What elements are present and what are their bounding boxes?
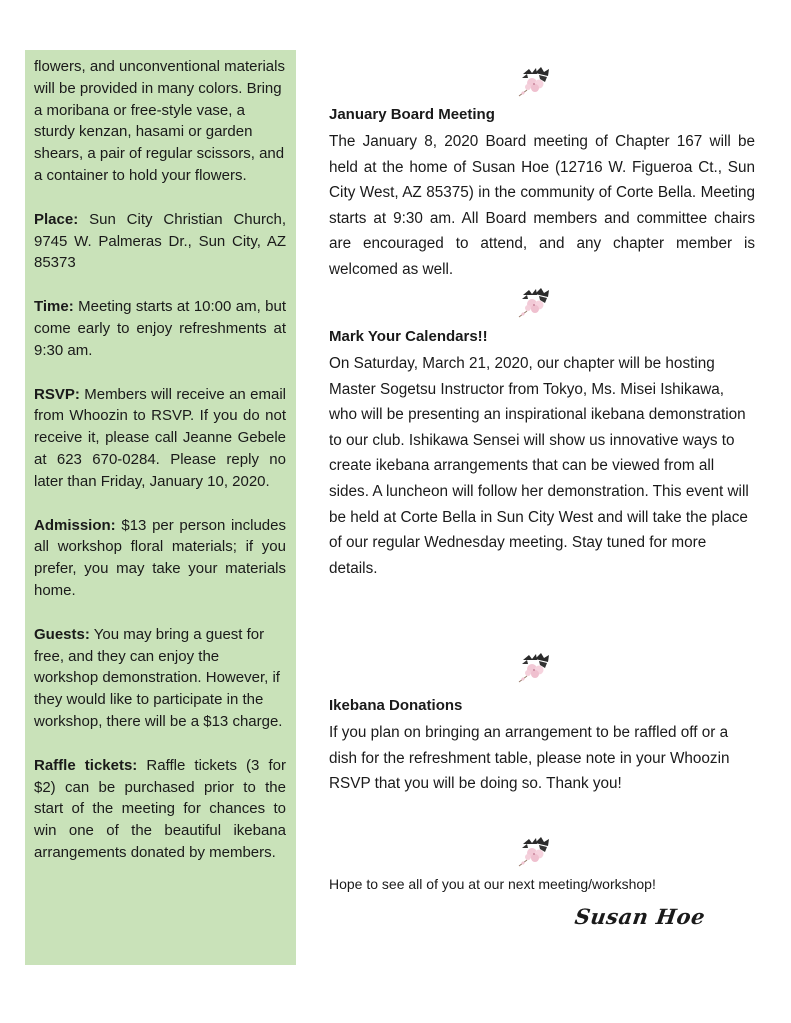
calendar-title: Mark Your Calendars!! — [329, 328, 488, 345]
guests-label: Guests: — [34, 625, 90, 643]
cherry-blossom-icon — [515, 835, 557, 869]
rsvp-info — [34, 384, 286, 493]
rsvp-label: RSVP: — [34, 385, 80, 403]
admission-info — [34, 515, 286, 602]
cherry-blossom-icon — [515, 65, 557, 99]
place-text: Sun City Christian Church, 9745 W. Palmeras Dr., Sun City, AZ 85373 — [34, 210, 286, 272]
place-info — [34, 209, 286, 274]
board-meeting-title: January Board Meeting — [329, 106, 495, 123]
raffle-label: Raffle tickets: — [34, 756, 138, 774]
calendar-body: On Saturday, March 21, 2020, our chapter will be hosting Master Sogetsu Instructor from Tokyo, Ms. Misei Ishikawa, who will be presenting an inspirational ikebana demonstration to our club. Ishikawa Sensei will show us innovative ways to create ikebana arrangements that can be viewed from all sides. A luncheon will follow her demonstration. This event will be held at Corte Bella in Sun City West and will take the place of our regular Wednesday meeting. Stay tuned for more details. — [329, 355, 749, 577]
event-details-sidebar — [25, 50, 296, 965]
materials-paragraph: flowers, and unconventional materials will be provided in many colors. Bring a moribana or free-style vase, a sturdy kenzan, hasami or garden shears, a pair of regular scissors, and a container to hold your flowers. — [34, 58, 285, 184]
closing-line: Hope to see all of you at our next meeting/workshop! — [329, 876, 656, 892]
guests-info — [34, 624, 286, 733]
board-meeting-body: The January 8, 2020 Board meeting of Chapter 167 will be held at the home of Susan Hoe (12716 W. Figueroa Ct., Sun City West, AZ 85375) in the community of Corte Bella. Meeting starts at 9:30 am. All Board members and committee chairs are encouraged to attend, and any chapter member is welcomed as well. — [329, 133, 755, 278]
donations-body: If you plan on bringing an arrangement to be raffled off or a dish for the refreshment table, please note in your Whoozin RSVP that you will be doing so. Thank you! — [329, 724, 730, 793]
signature: Susan Hoe — [573, 904, 707, 929]
place-label: Place: — [34, 210, 79, 228]
guests-text: You may bring a guest for free, and they can enjoy the workshop demonstration. However, if they would like to participate in the workshop, there will be a $13 charge. — [34, 625, 283, 730]
time-text: Meeting starts at 10:00 am, but come early to enjoy refreshments at 9:30 am. — [34, 298, 286, 359]
admission-label: Admission: — [34, 516, 116, 534]
raffle-info — [34, 755, 286, 864]
time-label: Time: — [34, 298, 74, 316]
donations-title: Ikebana Donations — [329, 697, 463, 714]
cherry-blossom-icon — [515, 651, 557, 685]
time-info — [34, 296, 286, 361]
cherry-blossom-icon — [515, 286, 557, 320]
rsvp-text: Members will receive an email from Whoozin to RSVP. If you do not receive it, please call Jeanne Gebele at 623 670-0284. Please reply no later than Friday, January 10, 2020. — [34, 385, 286, 490]
raffle-text: Raffle tickets (3 for $2) can be purchased prior to the start of the meeting for chances to win one of the beautiful ikebana arrangements donated by members. — [34, 756, 286, 861]
admission-text: $13 per person includes all workshop floral materials; if you prefer, you may take your materials home. — [34, 516, 286, 599]
